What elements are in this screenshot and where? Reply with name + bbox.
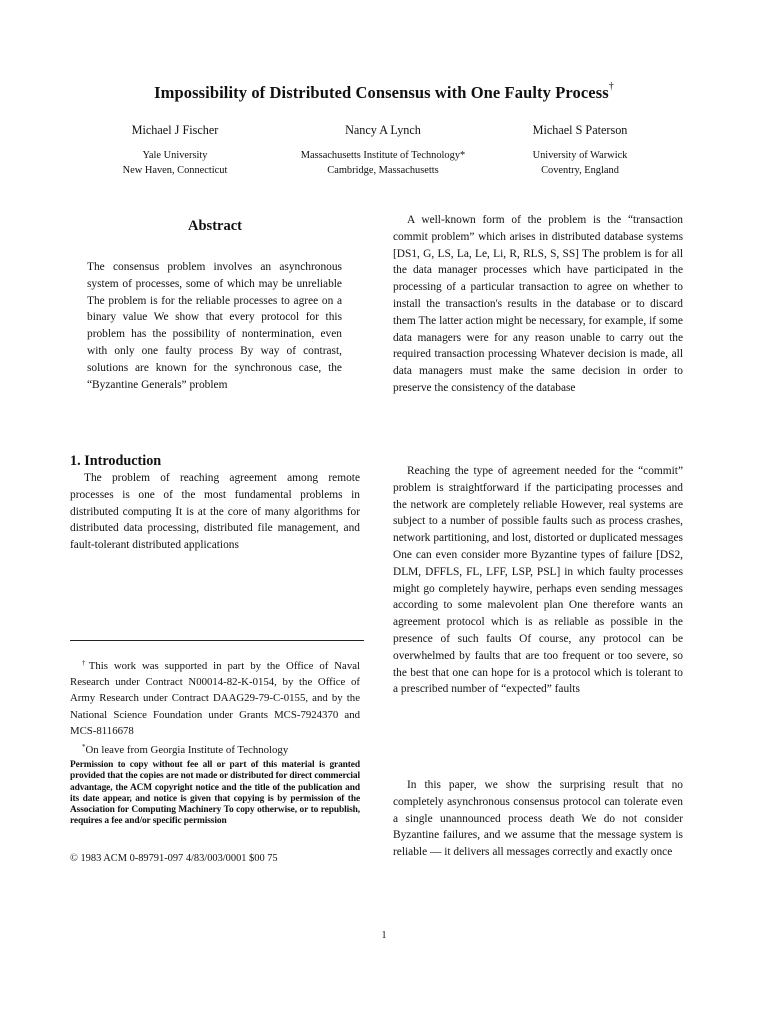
footnote-mark: *: [82, 743, 86, 751]
title-footnote-mark: †: [608, 81, 614, 92]
footnote-funding: [70, 655, 360, 739]
author-name: Michael S Paterson: [532, 123, 628, 137]
footnote-leave-text: On leave from Georgia Institute of Technology: [85, 744, 289, 756]
footnote-divider: [70, 640, 364, 641]
paper-title: [0, 75, 768, 105]
permission-notice: Permission to copy without fee all or part of this material is granted provided that the copies are not made or distributed for direct commercial advantage, the ACM copyright notice and the title of the publication and its date appear, and notice is given that copying is by permission of the Association for Computing Machinery To copy otherwise, or to republish, requires a fee and/or specific permission: [70, 760, 360, 827]
page-number: 1: [381, 930, 387, 941]
body-paragraph: Reaching the type of agreement needed for the “commit” problem is straightforward if the participating processes and the network are completely reliable However, real systems are subject to a number of possible faults such as process crashes, network partitioning, and lost, distorted or duplicated messages One can even consider more Byzantine types of failure [DS2, DLM, DFFLS, FL, LFF, LSP, PSL] in which faulty processes might go completely haywire, perhaps even sending messages according to some malevolent plan One therefore wants an agreement protocol which is as reliable as possible in the presence of such faults Of course, any protocol can be overwhelmed by faults that are too frequent or too severe, so the best that one can hope for is a protocol which is tolerant to a prescribed number of “expected” faults: [393, 465, 683, 696]
author-location: New Haven, Connecticut: [122, 165, 228, 176]
author-name: Michael J Fischer: [131, 123, 219, 137]
author-block-fischer: [95, 122, 255, 178]
introduction-text: The problem of reaching agreement among remote processes is one of the most fundamental problems in distributed computing It is at the core of many algorithms for distributed data processing, distributed file management, and fault-tolerant distributed applications: [70, 472, 360, 552]
abstract-text: The consensus problem involves an asynchronous system of processes, some of which may be unreliable The problem is for the reliable processes to agree on a binary value We show that every protocol for this problem has the possibility of nontermination, even with only one faulty process By way of contrast, solutions are known for the synchronous case, the “Byzantine Generals” problem: [87, 261, 342, 391]
body-paragraph: A well-known form of the problem is the “transaction commit problem” which arises in distributed database systems [DS1, G, LS, La, Le, Li, R, RLS, S, SS] The problem is for all the data manager processes which have participated in the processing of a particular transaction to agree on whether to install the transaction's results in the database or to discard them The latter action might be necessary, for example, if some data managers were for any reason unable to carry out the required transaction processing Whatever decision is made, all data managers must make the same decision in order to preserve the consistency of the database: [393, 214, 683, 394]
author-affiliation: Massachusetts Institute of Technology*: [300, 150, 466, 161]
body-paragraph: In this paper, we show the surprising result that no completely asynchronous consensus protocol can tolerate even a single unannounced process death We do not consider Byzantine failures, and we assume that the message system is reliable — it delivers all messages correctly and exactly once: [393, 779, 683, 859]
author-location: Cambridge, Massachusetts: [327, 165, 439, 176]
introduction-heading: 1. Introduction: [70, 453, 162, 469]
footnote-funding-text: This work was supported in part by the Office of Naval Research under Contract N00014-82-K-0154, by the Office of Army Research under Contract DAAG29-79-C-0155, and by the National Science Foundation under Grants MCS-7924370 and MCS-8116678: [70, 660, 361, 737]
title-text: Impossibility of Distributed Consensus with One Faulty Process: [154, 83, 609, 102]
author-block-paterson: [495, 122, 665, 178]
author-location: Coventry, England: [541, 165, 619, 176]
footnote-mark: †: [82, 659, 89, 667]
author-affiliation: University of Warwick: [532, 150, 628, 161]
abstract-heading: Abstract: [188, 218, 242, 234]
footnote-leave: [70, 739, 360, 758]
copyright-line: © 1983 ACM 0-89791-097 4/83/003/0001 $00 75: [70, 853, 278, 864]
author-block-lynch: [258, 122, 508, 178]
author-affiliation: Yale University: [142, 150, 208, 161]
author-name: Nancy A Lynch: [345, 123, 421, 137]
